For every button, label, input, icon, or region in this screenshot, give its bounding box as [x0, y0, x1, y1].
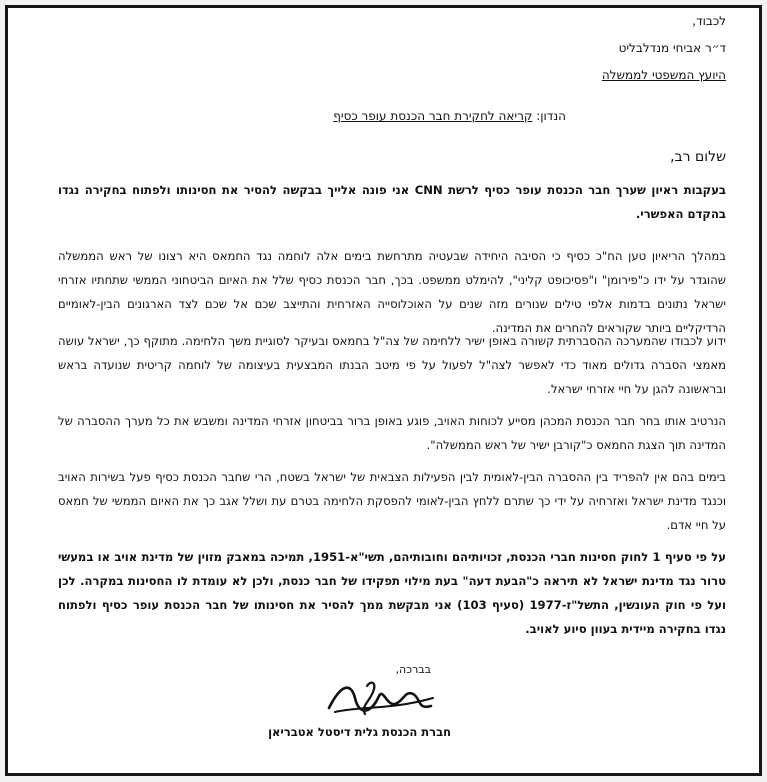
document-frame — [5, 5, 762, 776]
paragraph-interview: במהלך הריאיון טען הח"כ כסיף כי הסיבה היחידה שבעטיה מתרחשת בימים אלה לוחמה נגד החמאס היא רצונו של ראש הממשלה שהוגדר על ידו כ"פירומן" ו"פסיכופט קליני", להימלט ממשפט. בכך, חבר הכנסת כסיף שלל את האיום הביטחוני הממשי שתחתיו אזרחי ישראל נתונים בדמות אלפי טילים שנורים מזה שנים על האוכלוסייה האזרחית והתייצב שכם אל שכם לצד הארגונים הבין-לאומיים הרדיקליים ביותר שקוראים להחרים את המדינה. — [58, 249, 726, 335]
recipient-salutation: לכבוד, — [692, 14, 726, 28]
handwritten-signature — [321, 676, 441, 721]
paragraph-campaign: ידוע לכבודו שהמערכה ההסברתית קשורה באופן ישיר ללחימה של צה"ל בחמאס ובעיקר לסוגיית משך הלחימה. מתוקף כך, ישראל עושה מאמצי הסברה גדולים מאוד כדי לאפשר לצה"ל לפעול על פי מיטב הבנתו המבצעית בעיצומה של לוחמה קריטית שנועדה בראש ובראשונה להגן על חיי אזרחי ישראל. — [58, 334, 726, 396]
subject-line — [333, 109, 566, 123]
subject-label: הנדון: — [536, 109, 566, 123]
subject-text: קריאה לחקירת חבר הכנסת עופר כסיף — [333, 109, 533, 123]
paragraph-legal: על פי סעיף 1 לחוק חסינות חברי הכנסת, זכויותיהם וחובותיהם, תשי"א-1951, תמיכה במאבק מזוין של מדינת אויב או במעשי טרור נגד מדינת ישראל לא תיראה כ"הבעת דעה" בעת מילוי תפקידו של חבר כנסת, ולכן לא עומדת לו החסינות במקרה. לכן ועל פי חוק העונשין, התשל"ז-1977 (סעיף 103) אני מבקשת ממך להסיר את חסינותו של חבר הכנסת עופר כסיף ולפתוח נגדו בחקירה מיידית בעוון סיוע לאויב. — [58, 550, 727, 636]
recipient-name: ד״ר אביחי מנדלבליט — [618, 41, 726, 55]
signer-name: חברת הכנסת גלית דיסטל אטבריאן — [268, 725, 451, 739]
closing: בברכה, — [395, 663, 431, 676]
recipient-title: היועץ המשפטי לממשלה — [601, 68, 726, 82]
greeting: שלום רב, — [670, 149, 726, 165]
paragraph-narrative: הנרטיב אותו בחר חבר הכנסת המכהן מסייע לכוחות האויב, פוגע באופן ברור בביטחון אזרחי המדינה ומשבש את כל מערך ההסברה של המדינה תוך הצגת החמאס כ"קורבן ישיר של ראש הממשלה". — [58, 414, 726, 452]
letter-page — [58, 8, 726, 773]
paragraph-international: בימים בהם אין להפריד בין ההסברה הבין-לאומית לבין הפעילות הצבאית של ישראל בשטח, הרי שחבר הכנסת כסיף פעל בשירות האויב וכנגד מדינת ישראל ואזרחיה על ידי כך שתרם ללחץ הבין-לאומי להפסקת הלחימה בטרם עת ושלל אגב כך את האיום הממשי של חמאס על חיי אדם. — [58, 470, 726, 532]
signature-block — [268, 663, 451, 739]
paragraph-intro: בעקבות ראיון שערך חבר הכנסת עופר כסיף לרשת CNN אני פונה אלייך בבקשה להסיר את חסינותו ולפתוח בחקירה נגדו בהקדם האפשרי. — [58, 183, 726, 221]
